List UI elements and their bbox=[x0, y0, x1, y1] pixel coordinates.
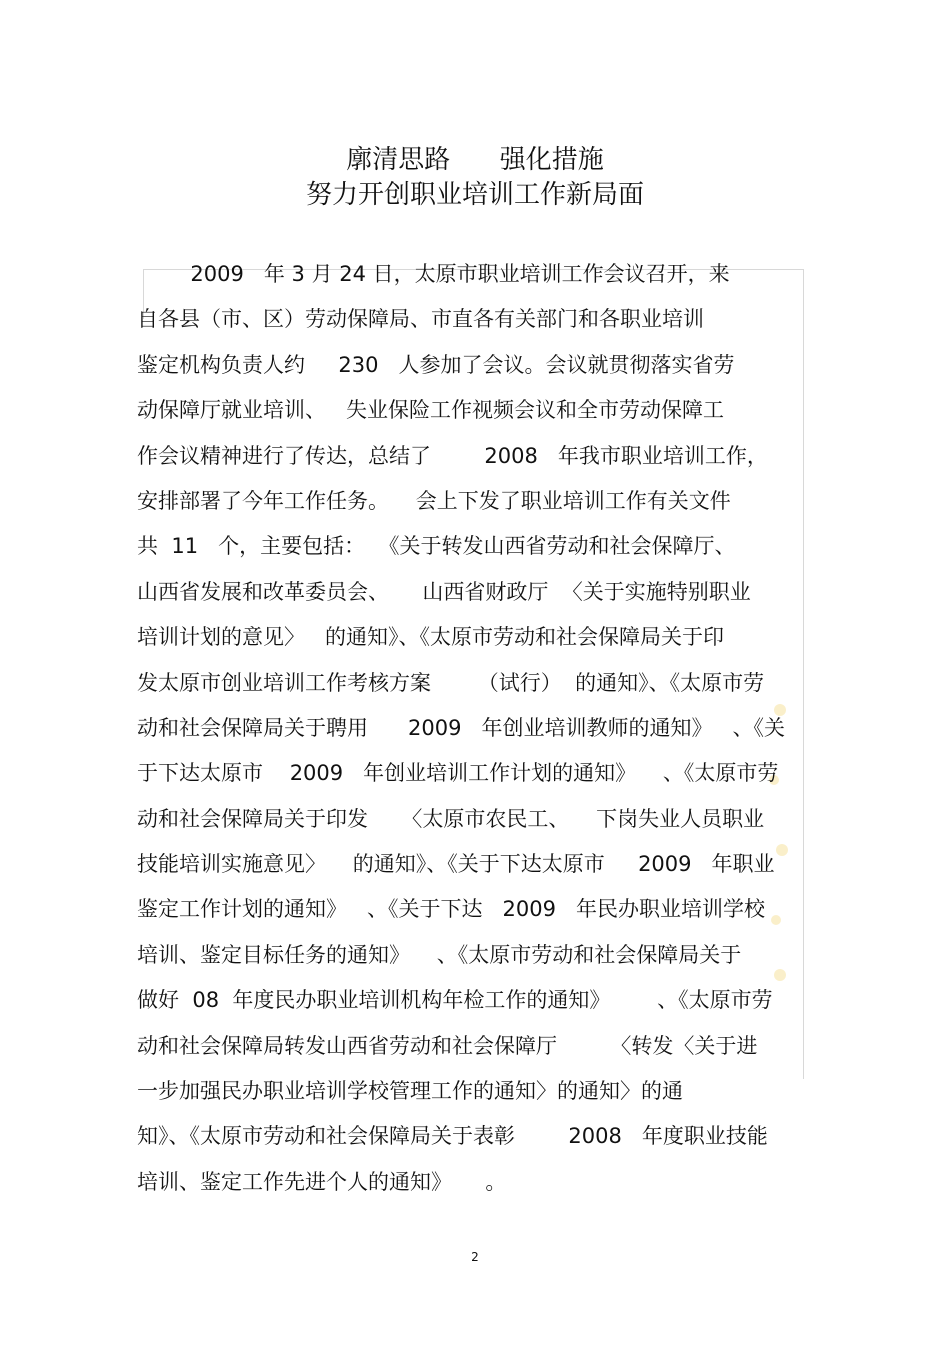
body-line-2: 自各县（市、区）劳动保障局、市直各有关部门和各职业培训 bbox=[137, 307, 704, 332]
body-line-4: 动保障厅就业培训、 失业保险工作视频会议和全市劳动保障工 bbox=[137, 398, 725, 423]
body-line-6: 安排部署了今年工作任务。 会上下发了职业培训工作有关文件 bbox=[137, 488, 731, 513]
document-title-line-2: 努力开创职业培训工作新局面 bbox=[305, 180, 644, 210]
body-line-11: 动和社会保障局关于聘用 2009 年创业培训教师的通知》 、《关 bbox=[137, 715, 786, 740]
body-line-21: 培训、鉴定工作先进个人的通知》 。 bbox=[137, 1169, 507, 1194]
body-line-8: 山西省发展和改革委员会、 山西省财政厅 〈关于实施特别职业 bbox=[137, 579, 751, 604]
body-line-20: 知》、《太原市劳动和社会保障局关于表彰 2008 年度职业技能 bbox=[137, 1124, 768, 1149]
body-line-13: 动和社会保障局关于印发 〈太原市农民工、 下岗失业人员职业 bbox=[137, 806, 765, 831]
body-line-1: 2009 年 3 月 24 日，太原市职业培训工作会议召开，来 bbox=[137, 262, 730, 286]
body-line-19: 一步加强民办职业培训学校管理工作的通知〉的通知〉的通 bbox=[137, 1079, 683, 1104]
body-line-5: 作会议精神进行了传达，总结了 2008 年我市职业培训工作， bbox=[137, 443, 768, 468]
body-line-17: 做好 08 年度民办职业培训机构年检工作的通知》 、《太原市劳 bbox=[137, 988, 773, 1013]
body-line-15: 鉴定工作计划的通知》 、《关于下达 2009 年民办职业培训学校 bbox=[137, 897, 766, 922]
body-line-14: 技能培训实施意见〉 的通知》、《关于下达太原市 2009 年职业 bbox=[137, 852, 775, 877]
body-line-12: 于下达太原市 2009 年创业培训工作计划的通知》 、《太原市劳 bbox=[137, 761, 779, 786]
page-number: 2 bbox=[471, 1250, 479, 1264]
document-body bbox=[137, 259, 827, 1212]
body-line-3: 鉴定机构负责人约 230 人参加了会议。会议就贯彻落实省劳 bbox=[137, 352, 735, 377]
document-title-line-1: 廓清思路 强化措施 bbox=[346, 145, 604, 175]
body-line-9: 培训计划的意见〉 的通知》、《太原市劳动和社会保障局关于印 bbox=[137, 625, 725, 650]
body-line-10: 发太原市创业培训工作考核方案 （试行） 的通知》、《太原市劳 bbox=[137, 670, 765, 695]
body-line-7: 共 11 个，主要包括： 《关于转发山西省劳动和社会保障厅、 bbox=[137, 534, 736, 559]
body-line-18: 动和社会保障局转发山西省劳动和社会保障厅 〈转发〈关于进 bbox=[137, 1033, 758, 1058]
body-line-16: 培训、鉴定目标任务的通知》 、《太原市劳动和社会保障局关于 bbox=[137, 942, 742, 967]
